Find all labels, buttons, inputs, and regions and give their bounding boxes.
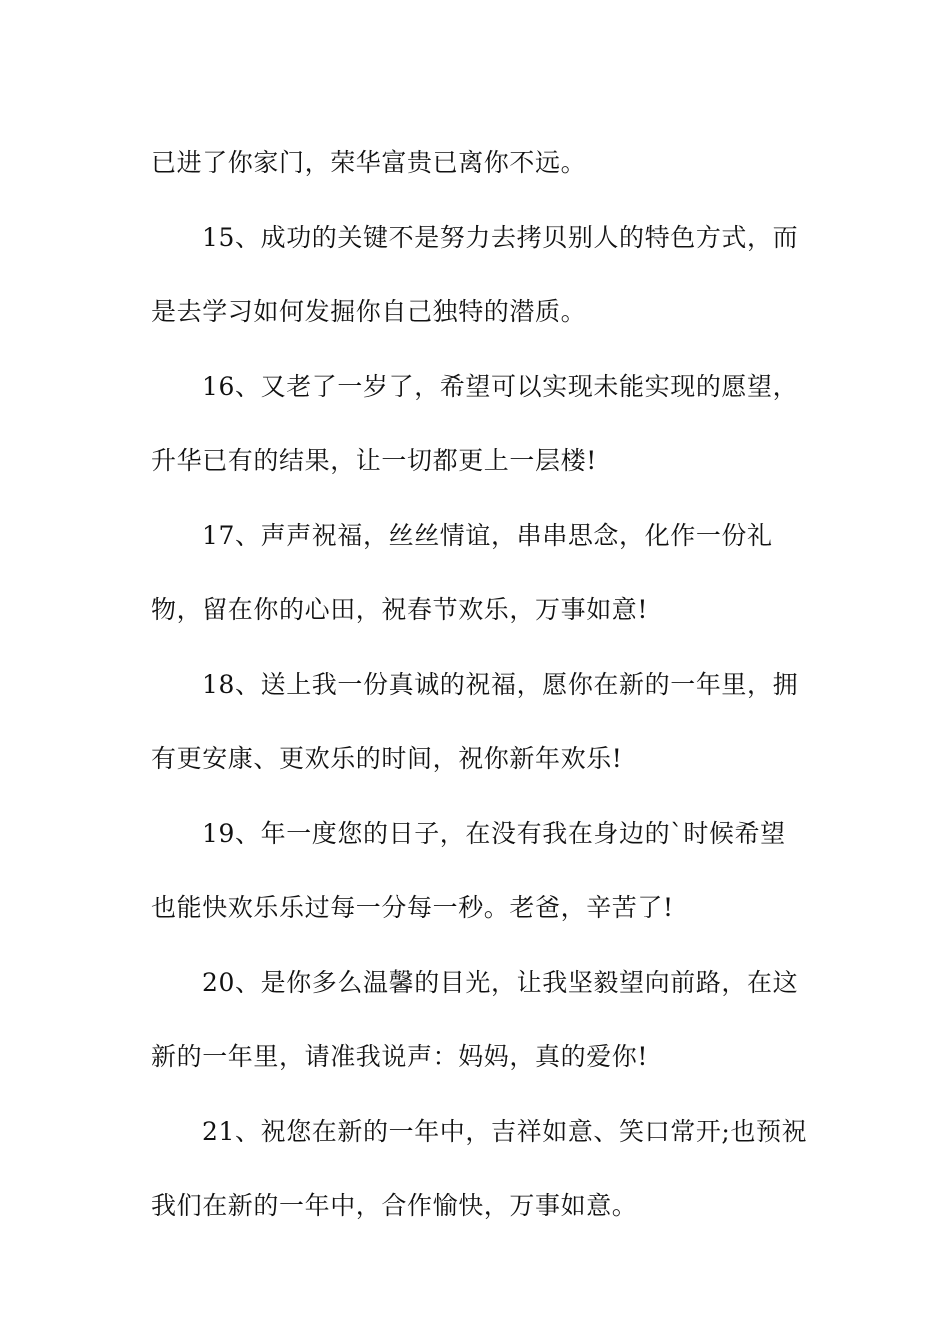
document-body [151, 126, 811, 1244]
paragraph-20: 20、是你多么温馨的目光，让我坚毅望向前路，在这新的一年里，请准我说声：妈妈，真的爱你! [151, 967, 799, 1071]
paragraph-19: 19、年一度您的日子，在没有我在身边的`时候希望也能快欢乐乐过每一分每一秒。老爸，辛苦了! [151, 818, 786, 922]
paragraph-17: 17、声声祝福，丝丝情谊，串串思念，化作一份礼物，留在你的心田，祝春节欢乐，万事如意! [151, 520, 773, 624]
paragraph-15: 15、成功的关键不是努力去拷贝别人的特色方式，而是去学习如何发掘你自己独特的潜质。 [151, 222, 799, 326]
paragraph-21: 21、祝您在新的一年中，吉祥如意、笑口常开;也预祝我们在新的一年中，合作愉快，万事如意。 [151, 1116, 808, 1220]
paragraph-18: 18、送上我一份真诚的祝福，愿你在新的一年里，拥有更安康、更欢乐的时间，祝你新年欢乐! [151, 669, 799, 773]
paragraph-continued: 已进了你家门，荣华富贵已离你不远。 [151, 148, 587, 177]
paragraph-16: 16、又老了一岁了，希望可以实现未能实现的愿望，升华已有的结果，让一切都更上一层楼! [151, 371, 799, 475]
